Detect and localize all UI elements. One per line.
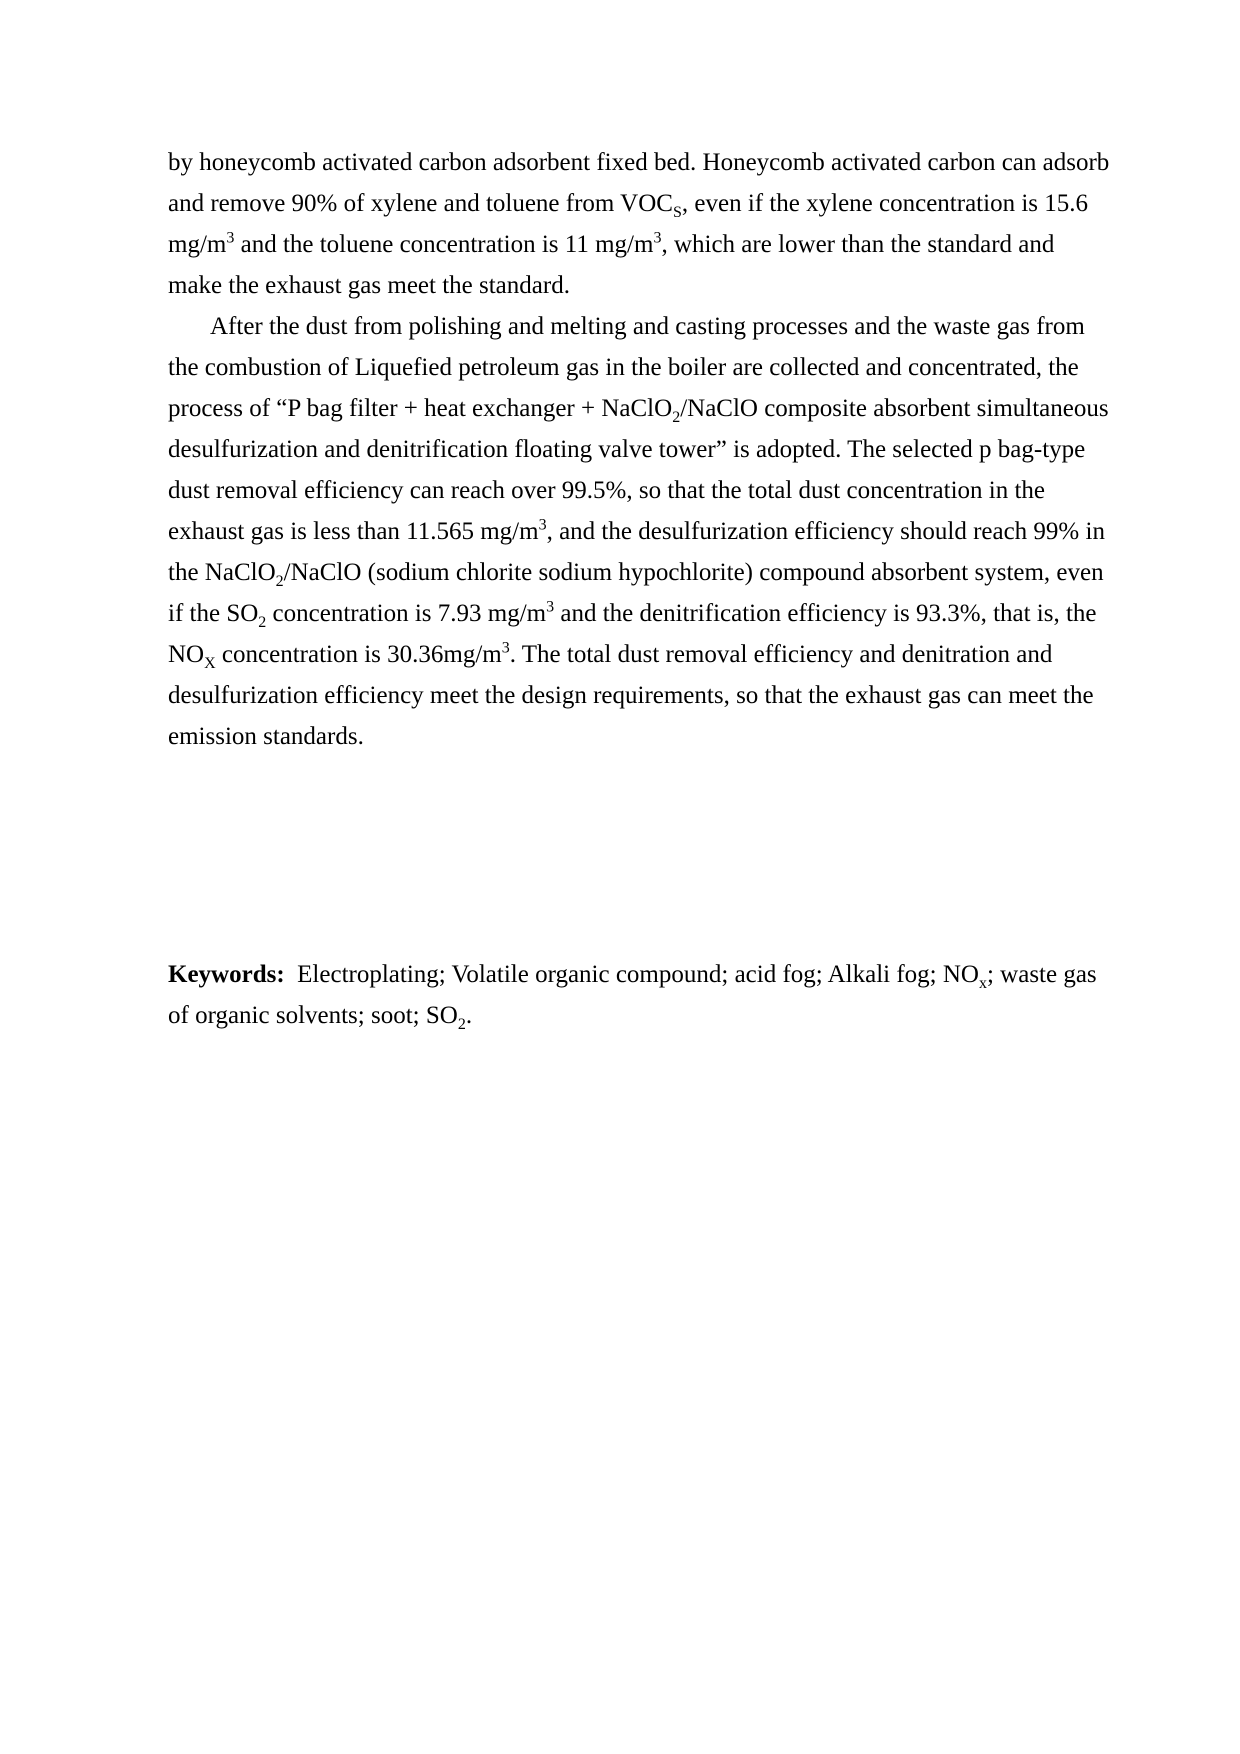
text-line: process of “P bag filter + heat exchanger + NaClO$_2$/NaClO composite absorbent simultaneous xyxy=(168,395,1109,426)
text-line: $NO_X$ concentration is $30.36mg/m^3$. The total dust removal efficiency and denitration and xyxy=(168,639,1053,672)
text-line: After the dust from polishing and melting and casting processes and the waste gas from xyxy=(210,313,1085,340)
text-line: exhaust gas is less than 11.565 $mg/m^3$, and the desulfurization efficiency should reach 99% in xyxy=(168,516,1105,545)
text-line: desulfurization efficiency meet the design requirements, so that the exhaust gas can meet the xyxy=(168,682,1094,709)
text-line: by honeycomb activated carbon adsorbent fixed bed. Honeycomb activated carbon can adsorb xyxy=(168,149,1110,176)
text-line: Keywords: Electroplating; Volatile organic compound; acid fog; Alkali fog; $NO_x$; waste gas xyxy=(168,961,1097,992)
text-line: dust removal efficiency can reach over 99.5%, so that the total dust concentration in the xyxy=(168,477,1046,504)
text-line: desulfurization and denitrification floating valve tower” is adopted. The selected p bag-type xyxy=(168,436,1086,463)
text-line: the NaClO$_2$/NaClO (sodium chlorite sodium hypochlorite) compound absorbent system, even xyxy=(168,559,1104,590)
text-line: emission standards. xyxy=(168,723,364,750)
text-line: make the exhaust gas meet the standard. xyxy=(168,272,570,299)
text-line: $mg/m^3$ and the toluene concentration is 11 $mg/m^3$, which are lower than the standard and xyxy=(168,229,1055,258)
paragraph-adsorption xyxy=(168,142,1108,306)
text-line: if the $SO_2$ concentration is 7.93 $mg/m^3$ and the denitrification efficiency is 93.3%, that is, the xyxy=(168,598,1097,631)
text-line: and remove 90% of xylene and toluene from $VOC_S$, even if the xylene concentration is 15.6 xyxy=(168,190,1088,221)
page-content xyxy=(168,142,1108,1036)
paragraph-desulfurization xyxy=(168,306,1108,757)
paragraph-keywords xyxy=(168,954,1108,1036)
text-line: the combustion of Liquefied petroleum gas in the boiler are collected and concentrated, the xyxy=(168,354,1079,381)
text-line: of organic solvents; soot; $SO_2$. xyxy=(168,1002,473,1033)
